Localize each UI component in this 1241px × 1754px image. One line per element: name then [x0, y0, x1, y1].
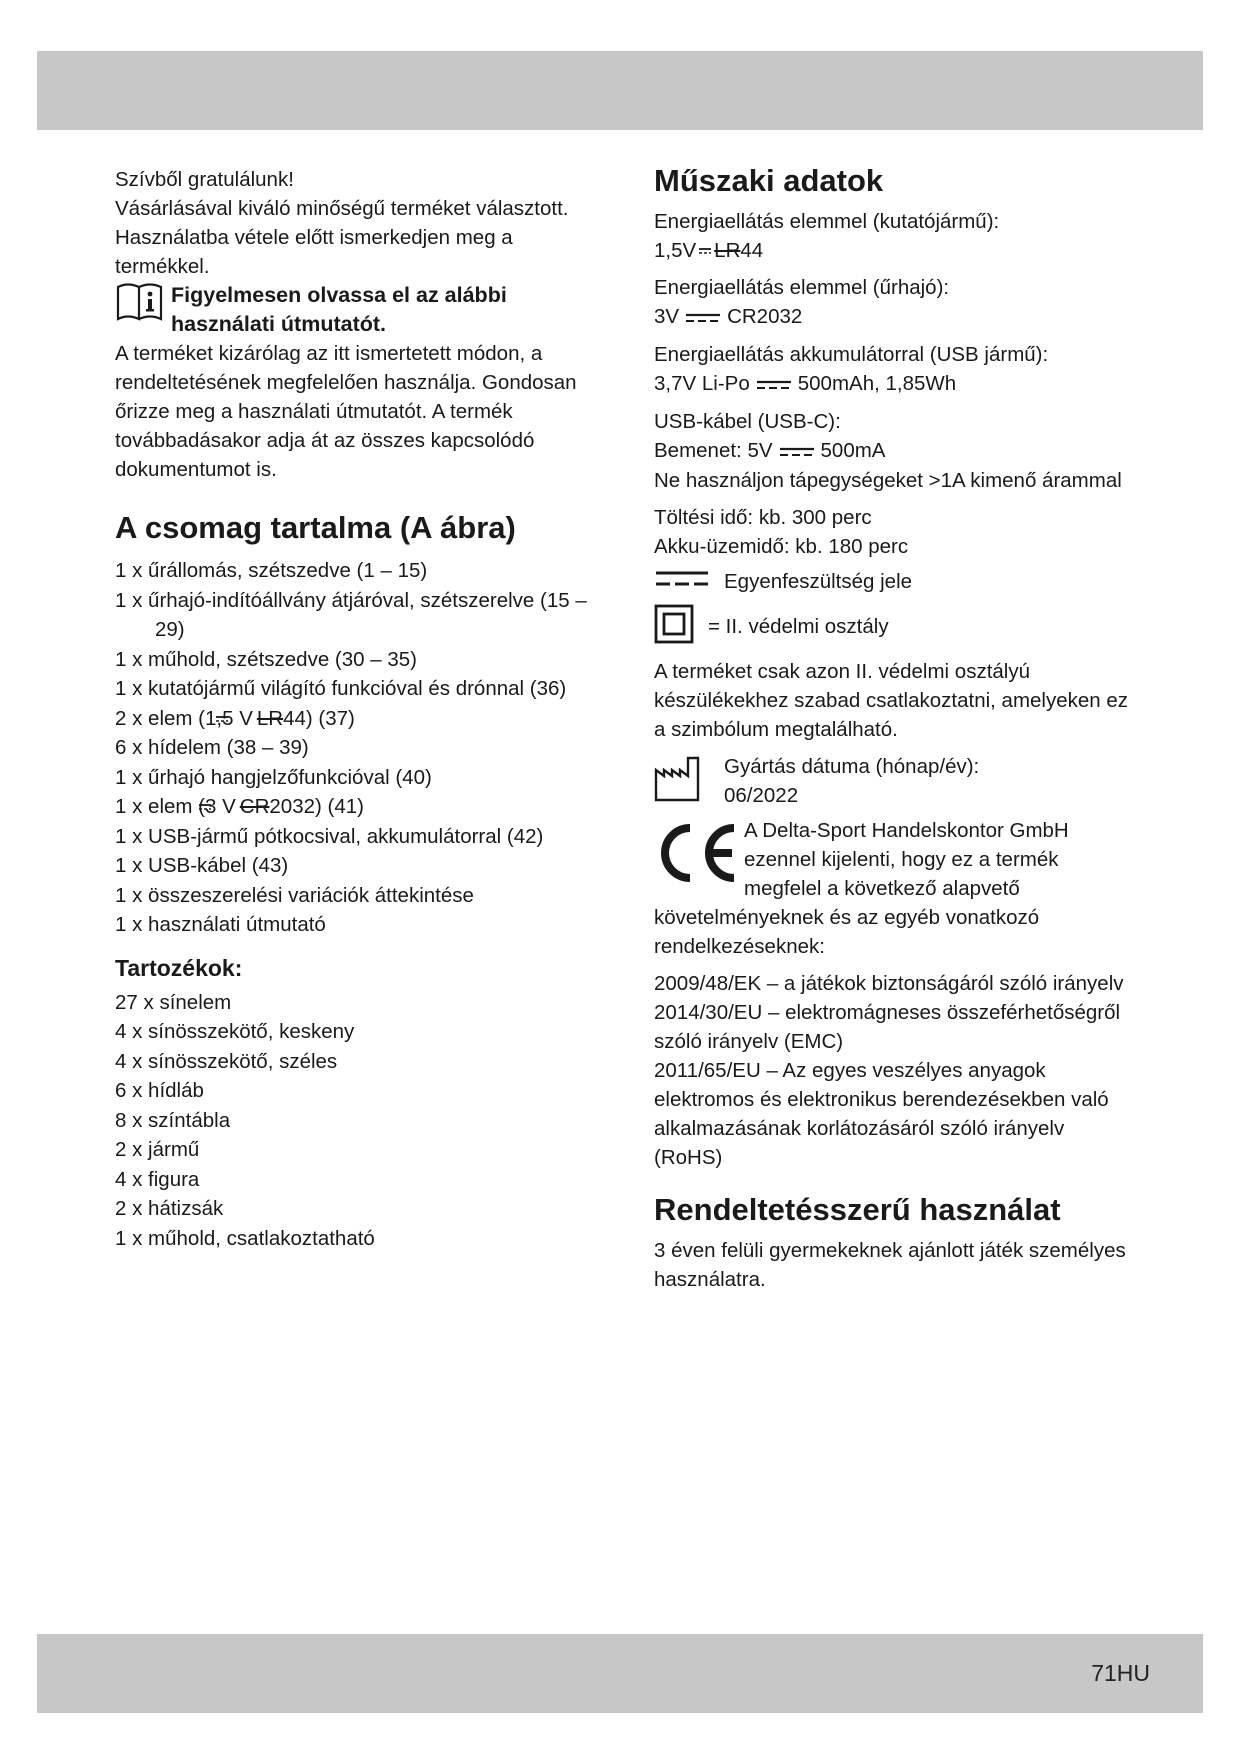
spec-value: [654, 436, 1134, 466]
tech-data-heading: Műszaki adatok: [654, 163, 884, 198]
dc-symbol: [779, 437, 815, 466]
list-item: 6 x hídláb: [115, 1079, 204, 1102]
list-item: 1 x összeszerelési variációk áttekintése: [115, 883, 474, 907]
list-item: 1 x kutatójármű világító funkcióval és drónnal (36): [115, 677, 567, 700]
spec-prefix: 1,5V: [654, 239, 697, 262]
battery-code: LR: [714, 239, 741, 262]
contents-heading: A csomag tartalma (A ábra): [115, 510, 516, 545]
ce-declaration: [654, 816, 1134, 903]
greeting: Szívből gratulálunk!: [115, 168, 294, 191]
dc-symbol: [685, 303, 721, 332]
list-item: [115, 704, 590, 734]
list-item: 1 x USB-jármű pótkocsival, akkumulátorral (42): [115, 824, 544, 848]
intended-use-text: 3 éven felüli gyermekeknek ajánlott játék személyes használatra.: [654, 1239, 1126, 1292]
dc-voltage-icon: [654, 568, 710, 595]
list-item: 1 x műhold, csatlakoztatható: [115, 1226, 375, 1250]
spec-label: Energiaellátás akkumulátorral (USB jármű):: [654, 343, 1049, 367]
accessories-list: [115, 988, 590, 1254]
battery-code: CR: [239, 795, 270, 818]
protection-class-ii-icon: [654, 604, 694, 649]
page-number: 71HU: [1091, 1660, 1150, 1686]
class-legend: [654, 604, 1134, 649]
list-item: [115, 792, 590, 822]
class-legend-text: = II. védelmi osztály: [708, 615, 889, 639]
accessories-heading: Tartozékok:: [115, 954, 243, 981]
spec-label: Energiaellátás elemmel (kutatójármű):: [654, 210, 1000, 233]
ce-mark-icon: [654, 816, 744, 889]
list-item: 1 x USB-kábel (43): [115, 854, 289, 877]
battery-symbol: [698, 236, 712, 265]
dc-symbol: [756, 370, 792, 399]
item-prefix: 2 x elem (1,5 V: [115, 706, 253, 730]
spec-suffix: 500mAh, 1,85Wh: [797, 372, 957, 396]
battery-code: LR: [256, 706, 284, 730]
intro-text: Vásárlásával kiváló minőségű terméket választott. Használatba vétele előtt ismerkedjen meg a termékkel.: [115, 197, 569, 278]
notice: [115, 281, 590, 339]
list-item: 4 x figura: [115, 1167, 200, 1191]
list-item: 1 x űrállomás, szétszedve (1 – 15): [115, 559, 428, 582]
list-item: 27 x sínelem: [115, 990, 232, 1014]
list-item: 2 x hátizsák: [115, 1197, 224, 1220]
spec-prefix: Bemenet: 5V: [654, 439, 773, 463]
ce-text-cont: követelményeknek és az egyéb vonatkozó rendelkezéseknek:: [654, 906, 1040, 959]
list-item: 4 x sínösszekötő, széles: [115, 1049, 338, 1073]
notice-text: Figyelmesen olvassa el az alábbi használati útmutatót.: [171, 283, 507, 336]
list-item: 1 x űrhajó-indítóállvány átjáróval, szétszerelve (15 – 29): [115, 588, 587, 641]
spec-suffix: CR2032: [727, 305, 803, 328]
item-suffix: 2032) (41): [269, 795, 364, 818]
mfd-label: Gyártás dátuma (hónap/év):: [724, 755, 980, 779]
class-text: A terméket csak azon II. védelmi osztályú készülékekhez szabad csatlakoztatni, amelyeken ez a szimbólum megtalálható.: [654, 660, 1129, 742]
list-item: 1 x műhold, szétszedve (30 – 35): [115, 647, 417, 671]
dc-legend: [654, 567, 1134, 596]
spec-suffix: 44: [740, 239, 764, 262]
contents-list: [115, 556, 590, 940]
right-column: [654, 165, 1134, 1294]
spec-suffix: 500mA: [820, 439, 886, 463]
manual-info-icon: [115, 281, 171, 326]
list-item: 2 x jármű: [115, 1138, 200, 1161]
left-column: [115, 165, 590, 1253]
intended-use-heading: Rendeltetésszerű használat: [654, 1192, 1061, 1228]
footer-band: [37, 1634, 1203, 1713]
spec-note: Ne használjon tápegységeket >1A kimenő árammal: [654, 469, 1122, 493]
directive: 2014/30/EU – elektromágneses összeférhetőségről szóló irányelv (EMC): [654, 1001, 1121, 1054]
list-item: 6 x hídelem (38 – 39): [115, 736, 309, 759]
spec-label: Energiaellátás elemmel (űrhajó):: [654, 276, 950, 299]
dc-legend-text: Egyenfeszültség jele: [724, 570, 913, 594]
usage-paragraph: A terméket kizárólag az itt ismertetett módon, a rendeltetésének megfelelően használja. Gondosan őrizze meg a használati útmutatót. A termék továbbadásakor adja át az összes kapcsolódó dokumentumot is.: [115, 342, 577, 481]
spec-prefix: 3V: [654, 305, 680, 328]
list-item: 1 x használati útmutató: [115, 913, 326, 936]
factory-date-icon: [654, 752, 724, 807]
list-item: 8 x színtábla: [115, 1108, 231, 1132]
item-prefix: 1 x elem (3 V: [115, 795, 236, 818]
mfd-value: 06/2022: [724, 784, 799, 808]
charge-time: Töltési idő: kb. 300 perc: [654, 506, 872, 530]
directive: 2011/65/EU – Az egyes veszélyes anyagok elektromos és elektronikus berendezésekben való alkalmazásának korlátozásáról szóló irányelv (RoHS): [654, 1059, 1109, 1170]
directive: 2009/48/EK – a játékok biztonságáról szóló irányelv: [654, 972, 1124, 996]
spec-prefix: 3,7V Li-Po: [654, 372, 750, 396]
spec-label: USB-kábel (USB-C):: [654, 410, 841, 434]
spec-value: [654, 302, 1134, 332]
manufacture-date: [654, 752, 1134, 810]
ce-text: A Delta-Sport Handelskontor GmbH ezennel kijelenti, hogy ez a termék megfelel a következő alapvető: [744, 819, 1069, 901]
spec-value: [654, 369, 1134, 399]
run-time: Akku-üzemidő: kb. 180 perc: [654, 535, 909, 559]
header-band: [37, 51, 1203, 130]
list-item: 4 x sínösszekötő, keskeny: [115, 1020, 355, 1043]
item-suffix: 44) (37): [283, 706, 355, 730]
list-item: 1 x űrhajó hangjelzőfunkcióval (40): [115, 765, 432, 789]
spec-value: [654, 236, 1134, 265]
